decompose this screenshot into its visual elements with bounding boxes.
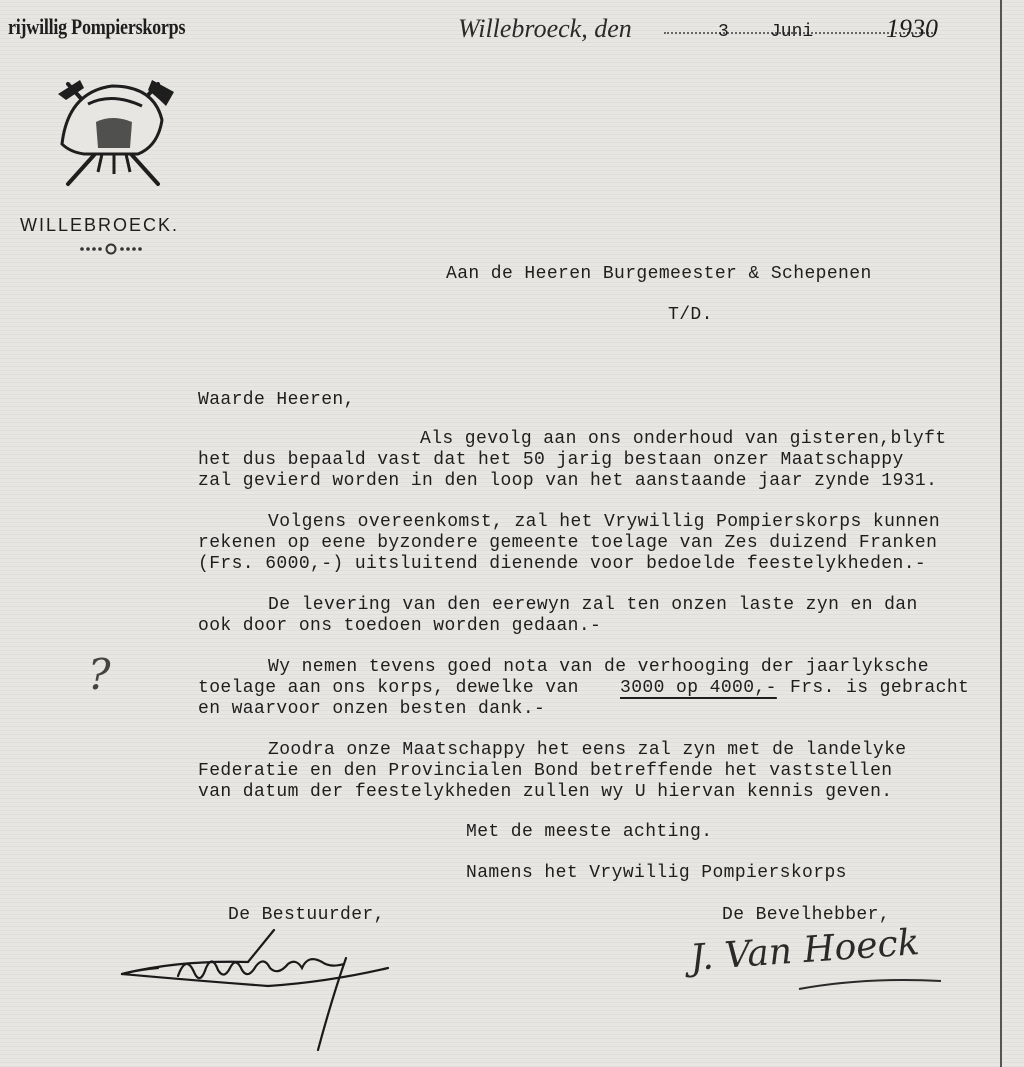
- body-line: zal gevierd worden in den loop van het aanstaande jaar zynde 1931.: [198, 471, 938, 491]
- right-border-line: [1000, 0, 1002, 1067]
- body-line: (Frs. 6000,-) uitsluitend dienende voor bedoelde feestelykheden.-: [198, 554, 927, 574]
- body-line: het dus bepaald vast dat het 50 jarig bestaan onzer Maatschappy: [198, 450, 904, 470]
- body-line-segment: Frs. is gebracht: [790, 678, 970, 698]
- organization-name: rijwillig Pompierskorps: [8, 14, 186, 39]
- on-behalf: Namens het Vrywillig Pompierskorps: [466, 863, 847, 883]
- signer-left-title: De Bestuurder,: [228, 905, 385, 925]
- margin-mark: ?: [88, 650, 111, 699]
- signer-right-title: De Bevelhebber,: [722, 905, 891, 925]
- salutation: Waarde Heeren,: [198, 390, 355, 410]
- ornament-icon: [78, 243, 144, 255]
- addressee-sub: T/D.: [668, 305, 713, 325]
- body-line: Wy nemen tevens goed nota van de verhooging der jaarlyksche: [268, 657, 929, 677]
- date-month: Juni: [770, 22, 814, 42]
- signature-right: J. Van Hoeck: [688, 922, 921, 979]
- date-year: 1930: [886, 14, 938, 43]
- body-line: ook door ons toedoen worden gedaan.-: [198, 616, 602, 636]
- body-line: en waarvoor onzen besten dank.-: [198, 699, 546, 719]
- body-line: van datum der feestelykheden zullen wy U hiervan kennis geven.: [198, 782, 893, 802]
- body-line: rekenen op eene byzondere gemeente toelage van Zes duizend Franken: [198, 533, 938, 553]
- body-line: De levering van den eerewyn zal ten onzen laste zyn en dan: [268, 595, 918, 615]
- fire-brigade-emblem-icon: [40, 62, 190, 192]
- body-line: Zoodra onze Maatschappy het eens zal zyn met de landelyke: [268, 740, 907, 760]
- addressee: Aan de Heeren Burgemeester & Schepenen: [446, 264, 872, 284]
- signature-left-icon: [118, 928, 394, 1058]
- body-line-segment: toelage aan ons korps, dewelke van: [198, 678, 579, 698]
- body-line: Volgens overeenkomst, zal het Vrywillig Pompierskorps kunnen: [268, 512, 941, 532]
- place-and-date-label: Willebroeck, den: [458, 14, 632, 43]
- date-day: 3: [718, 22, 729, 42]
- body-line: Federatie en den Provincialen Bond betreffende het vaststellen: [198, 761, 893, 781]
- underlined-amounts: 3000 op 4000,-: [620, 678, 777, 698]
- town-name: WILLEBROECK.: [20, 215, 180, 235]
- closing: Met de meeste achting.: [466, 822, 713, 842]
- body-line: Als gevolg aan ons onderhoud van gisteren,blyft: [420, 429, 947, 449]
- signature-underline-icon: [795, 975, 945, 995]
